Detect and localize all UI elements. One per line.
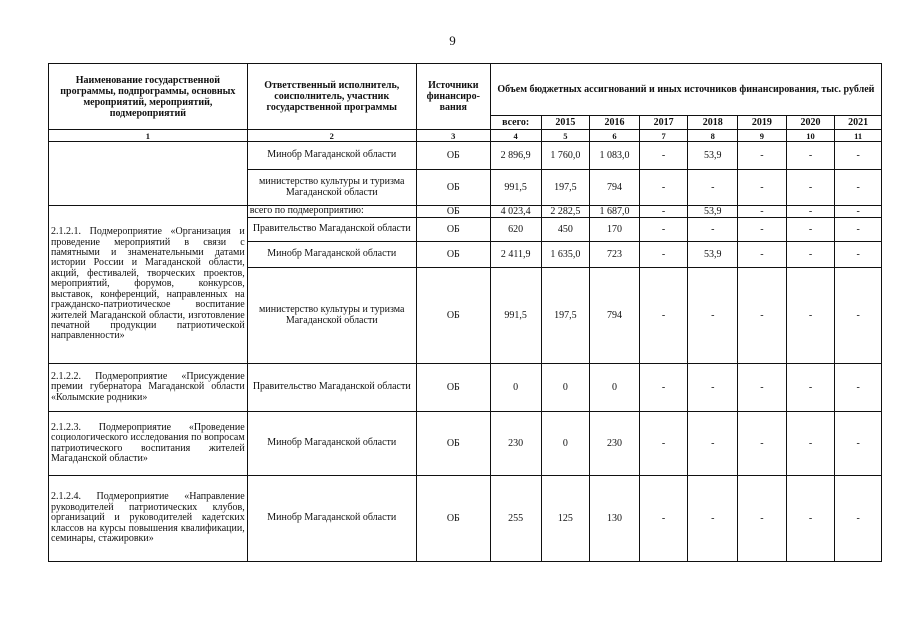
cell-2016: 170: [590, 218, 640, 242]
cell-2020: -: [786, 364, 835, 412]
cell-total: 620: [490, 218, 541, 242]
column-number: 7: [639, 130, 688, 142]
cell-2015: 197,5: [541, 170, 590, 206]
cell-2020: -: [786, 268, 835, 364]
row-executor: Минобр Магаданской области: [247, 142, 416, 170]
cell-2018: -: [688, 268, 738, 364]
header-total: всего:: [490, 116, 541, 130]
cell-2016: 230: [590, 412, 640, 476]
cell-2017: -: [639, 170, 688, 206]
cell-2020: -: [786, 412, 835, 476]
cell-2018: -: [688, 364, 738, 412]
cell-2015: 1 635,0: [541, 242, 590, 268]
cell-2015: 1 760,0: [541, 142, 590, 170]
cell-total: 255: [490, 476, 541, 562]
header-year: 2017: [639, 116, 688, 130]
row-executor: Минобр Магаданской области: [247, 412, 416, 476]
cell-total: 2 896,9: [490, 142, 541, 170]
row-executor: Минобр Магаданской области: [247, 242, 416, 268]
cell-2015: 450: [541, 218, 590, 242]
cell-total: 991,5: [490, 268, 541, 364]
cell-2019: -: [738, 412, 787, 476]
cell-2020: -: [786, 142, 835, 170]
cell-2021: -: [835, 364, 882, 412]
column-number: 4: [490, 130, 541, 142]
cell-2016: 0: [590, 364, 640, 412]
cell-2017: -: [639, 142, 688, 170]
row-source: ОБ: [416, 268, 490, 364]
header-year: 2021: [835, 116, 882, 130]
header-year: 2019: [738, 116, 787, 130]
cell-2016: 130: [590, 476, 640, 562]
row-executor: Правительство Магаданской области: [247, 364, 416, 412]
cell-total: 2 411,9: [490, 242, 541, 268]
cell-2016: 794: [590, 170, 640, 206]
cell-2016: 794: [590, 268, 640, 364]
header-year: 2015: [541, 116, 590, 130]
column-number: 10: [786, 130, 835, 142]
cell-2017: -: [639, 364, 688, 412]
table-row: [49, 412, 882, 476]
cell-2017: -: [639, 412, 688, 476]
row-name: 2.1.2.1. Подмероприятие «Организация и проведение мероприятий в связи с памятными и знаменательными датами истории России и Магаданской области, акций, фестивалей, творческих проектов, мероприятий, форумов, конкурсов, выставок, конференций, направленных на гражданско-патриотическое воспитание жителей Магаданской области, изготовление печатной продукции патриотической направленности»: [49, 206, 248, 364]
cell-2021: -: [835, 218, 882, 242]
cell-2020: -: [786, 218, 835, 242]
column-number: 2: [247, 130, 416, 142]
table-row: [49, 142, 882, 170]
row-source: ОБ: [416, 242, 490, 268]
cell-2017: -: [639, 476, 688, 562]
cell-2015: 0: [541, 364, 590, 412]
table-row: [49, 364, 882, 412]
column-number: 3: [416, 130, 490, 142]
column-number: 11: [835, 130, 882, 142]
column-number: 9: [738, 130, 787, 142]
row-source: ОБ: [416, 170, 490, 206]
cell-2019: -: [738, 206, 787, 218]
cell-2018: 53,9: [688, 242, 738, 268]
cell-2018: -: [688, 476, 738, 562]
cell-2020: -: [786, 242, 835, 268]
cell-2020: -: [786, 206, 835, 218]
cell-2018: 53,9: [688, 206, 738, 218]
row-source: ОБ: [416, 412, 490, 476]
row-name: 2.1.2.3. Подмероприятие «Проведение социологического исследования по вопросам патриотического воспитания жителей Магаданской области»: [49, 412, 248, 476]
header-year: 2016: [590, 116, 640, 130]
header-source: Источники финансиро-вания: [416, 64, 490, 130]
header-executor: Ответственный исполнитель, соисполнитель, участник государственной программы: [247, 64, 416, 130]
cell-2017: -: [639, 242, 688, 268]
cell-2020: -: [786, 170, 835, 206]
cell-2021: -: [835, 142, 882, 170]
cell-2019: -: [738, 170, 787, 206]
cell-2021: -: [835, 242, 882, 268]
cell-2019: -: [738, 364, 787, 412]
header-funding: Объем бюджетных ассигнований и иных источников финансирования, тыс. рублей: [490, 64, 881, 116]
row-executor: министерство культуры и туризма Магаданской области: [247, 170, 416, 206]
column-number: 8: [688, 130, 738, 142]
header-name: Наименование государственной программы, подпрограммы, основных мероприятий, мероприятий, подмероприятий: [49, 64, 248, 130]
cell-2021: -: [835, 170, 882, 206]
row-executor: Правительство Магаданской области: [247, 218, 416, 242]
row-name: [49, 142, 248, 206]
funding-table: [48, 63, 882, 562]
column-number: 6: [590, 130, 640, 142]
cell-2016: 1 687,0: [590, 206, 640, 218]
cell-total: 4 023,4: [490, 206, 541, 218]
cell-2021: -: [835, 476, 882, 562]
cell-2016: 723: [590, 242, 640, 268]
cell-2017: -: [639, 268, 688, 364]
cell-2019: -: [738, 242, 787, 268]
cell-2021: -: [835, 412, 882, 476]
header-year: 2018: [688, 116, 738, 130]
header-year: 2020: [786, 116, 835, 130]
cell-2021: -: [835, 268, 882, 364]
cell-total: 991,5: [490, 170, 541, 206]
row-executor: всего по подмероприятию:: [247, 206, 416, 218]
cell-2019: -: [738, 268, 787, 364]
cell-2015: 197,5: [541, 268, 590, 364]
row-source: ОБ: [416, 218, 490, 242]
table-row: [49, 476, 882, 562]
table-row: [49, 206, 882, 218]
column-number: 5: [541, 130, 590, 142]
row-name: 2.1.2.4. Подмероприятие «Направление руководителей патриотических клубов, организаций и руководителей кадетских классов на курсы повышения квалификации, семинары, стажировки»: [49, 476, 248, 562]
cell-2018: -: [688, 218, 738, 242]
row-source: ОБ: [416, 206, 490, 218]
row-executor: министерство культуры и туризма Магаданской области: [247, 268, 416, 364]
cell-2018: -: [688, 412, 738, 476]
cell-2017: -: [639, 206, 688, 218]
cell-total: 230: [490, 412, 541, 476]
cell-2019: -: [738, 218, 787, 242]
row-source: ОБ: [416, 476, 490, 562]
column-number: 1: [49, 130, 248, 142]
cell-2021: -: [835, 206, 882, 218]
row-source: ОБ: [416, 364, 490, 412]
cell-2018: 53,9: [688, 142, 738, 170]
cell-2015: 0: [541, 412, 590, 476]
row-source: ОБ: [416, 142, 490, 170]
row-name: 2.1.2.2. Подмероприятие «Присуждение премии губернатора Магаданской области «Колымские родники»: [49, 364, 248, 412]
row-executor: Минобр Магаданской области: [247, 476, 416, 562]
cell-2015: 2 282,5: [541, 206, 590, 218]
page-number: 9: [449, 33, 456, 48]
cell-2018: -: [688, 170, 738, 206]
cell-2020: -: [786, 476, 835, 562]
cell-2017: -: [639, 218, 688, 242]
cell-2015: 125: [541, 476, 590, 562]
cell-2016: 1 083,0: [590, 142, 640, 170]
cell-2019: -: [738, 476, 787, 562]
cell-2019: -: [738, 142, 787, 170]
cell-total: 0: [490, 364, 541, 412]
